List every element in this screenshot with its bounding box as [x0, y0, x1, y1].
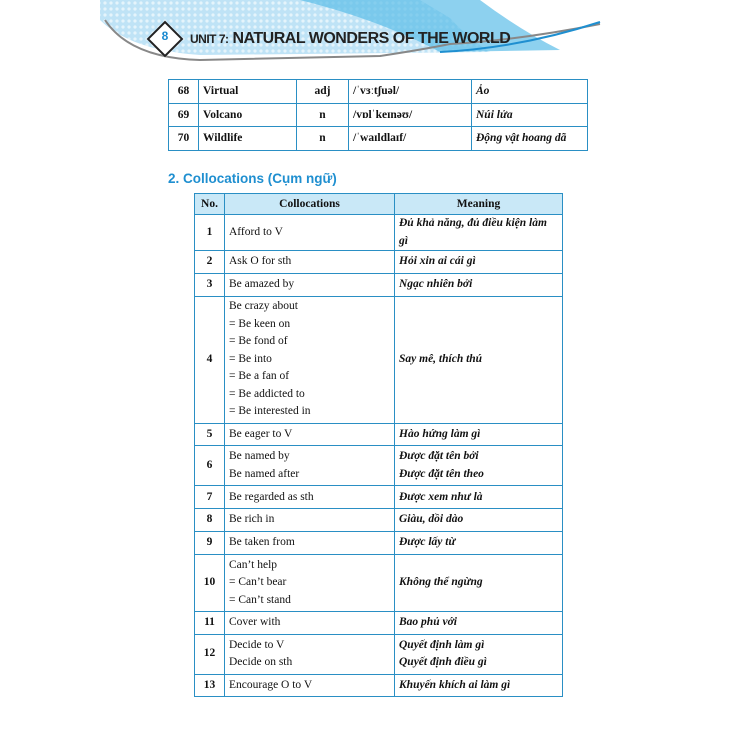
table-row — [195, 531, 563, 554]
vocab-phonetic: /ˈwaɪldlaɪf/ — [349, 127, 472, 151]
meaning-line: Hào hứng làm gì — [399, 427, 481, 440]
table-row — [169, 127, 588, 151]
meaning-line: Khuyến khích ai làm gì — [399, 678, 511, 691]
meaning-cell — [395, 611, 563, 634]
meaning-cell — [395, 554, 563, 611]
collocation-cell — [225, 674, 395, 697]
table-row — [169, 103, 588, 127]
collocation-cell — [225, 423, 395, 446]
meaning-cell — [395, 423, 563, 446]
meaning-cell — [395, 296, 563, 423]
row-number: 10 — [195, 554, 225, 611]
meaning-cell — [395, 674, 563, 697]
collocation-line: = Can’t stand — [229, 593, 291, 606]
table-row — [169, 80, 588, 104]
vocab-meaning: Ảo — [472, 80, 588, 104]
vocab-meaning: Núi lửa — [472, 103, 588, 127]
collocation-line: Ask O for sth — [229, 255, 292, 268]
meaning-line: Hỏi xin ai cái gì — [399, 255, 476, 268]
table-row — [195, 273, 563, 296]
table-row — [195, 251, 563, 274]
collocation-line: Be eager to V — [229, 427, 293, 440]
meaning-line: Quyết định điều gì — [399, 656, 487, 669]
row-number: 3 — [195, 273, 225, 296]
unit-prefix: UNIT 7: — [190, 32, 229, 46]
meaning-line: Được đặt tên bởi — [399, 450, 479, 463]
vocab-word: Virtual — [199, 80, 297, 104]
vocab-pos: n — [297, 127, 349, 151]
row-number: 5 — [195, 423, 225, 446]
collocation-cell — [225, 611, 395, 634]
collocation-cell — [225, 215, 395, 251]
meaning-cell — [395, 273, 563, 296]
table-row — [195, 486, 563, 509]
vocab-no: 70 — [169, 127, 199, 151]
vocab-no: 69 — [169, 103, 199, 127]
meaning-line: Được xem như là — [399, 490, 483, 503]
collocation-line: Be amazed by — [229, 277, 295, 290]
table-row — [195, 611, 563, 634]
vocab-meaning: Động vật hoang dã — [472, 127, 588, 151]
collocation-line: Cover with — [229, 615, 281, 628]
collocation-cell — [225, 634, 395, 674]
collocation-line: Be crazy about — [229, 300, 298, 313]
collocation-line: Be regarded as sth — [229, 490, 314, 503]
table-row — [195, 423, 563, 446]
collocation-line: = Can’t bear — [229, 576, 287, 589]
meaning-line: Đủ khả năng, đủ điều kiện làm gì — [399, 217, 547, 247]
table-row — [195, 674, 563, 697]
collocation-line: Encourage O to V — [229, 678, 313, 691]
row-number: 7 — [195, 486, 225, 509]
collocation-line: Be named after — [229, 467, 300, 480]
collocation-cell — [225, 554, 395, 611]
collocation-cell — [225, 531, 395, 554]
vocab-word: Volcano — [199, 103, 297, 127]
unit-title — [190, 30, 510, 48]
meaning-cell — [395, 531, 563, 554]
table-row — [195, 634, 563, 674]
meaning-line: Được đặt tên theo — [399, 467, 484, 480]
header-meaning: Meaning — [395, 194, 563, 215]
table-row — [195, 296, 563, 423]
vocab-phonetic: /vɒlˈkeɪnəʊ/ — [349, 103, 472, 127]
row-number: 11 — [195, 611, 225, 634]
meaning-cell — [395, 446, 563, 486]
collocation-line: = Be addicted to — [229, 387, 305, 400]
collocation-line: = Be keen on — [229, 317, 291, 330]
row-number: 12 — [195, 634, 225, 674]
meaning-cell — [395, 634, 563, 674]
meaning-line: Không thể ngừng — [399, 576, 483, 589]
collocation-cell — [225, 296, 395, 423]
meaning-line: Ngạc nhiên bởi — [399, 277, 473, 290]
row-number: 1 — [195, 215, 225, 251]
meaning-line: Quyết định làm gì — [399, 638, 485, 651]
vocab-phonetic: /ˈvɜːtʃuəl/ — [349, 80, 472, 104]
meaning-cell — [395, 215, 563, 251]
header-no: No. — [195, 194, 225, 215]
vocab-pos: adj — [297, 80, 349, 104]
meaning-line: Bao phủ với — [399, 615, 457, 628]
unit-number: 8 — [161, 29, 169, 43]
section-title: 2. Collocations (Cụm ngữ) — [168, 171, 337, 186]
collocation-line: Can’t help — [229, 558, 278, 571]
table-row — [195, 554, 563, 611]
meaning-cell — [395, 486, 563, 509]
collocation-line: Be rich in — [229, 513, 275, 526]
table-header-row — [195, 194, 563, 215]
vocabulary-table — [168, 79, 588, 151]
vocab-word: Wildlife — [199, 127, 297, 151]
collocation-cell — [225, 273, 395, 296]
meaning-line: Say mê, thích thú — [399, 352, 483, 365]
collocation-line: Decide on sth — [229, 656, 293, 669]
collocation-line: = Be a fan of — [229, 370, 290, 383]
row-number: 8 — [195, 509, 225, 532]
row-number: 2 — [195, 251, 225, 274]
meaning-cell — [395, 251, 563, 274]
unit-title-text: NATURAL WONDERS OF THE WORLD — [232, 30, 511, 47]
row-number: 6 — [195, 446, 225, 486]
vocab-no: 68 — [169, 80, 199, 104]
collocation-cell — [225, 509, 395, 532]
collocation-line: = Be fond of — [229, 335, 288, 348]
row-number: 9 — [195, 531, 225, 554]
table-row — [195, 509, 563, 532]
collocation-line: Decide to V — [229, 638, 285, 651]
collocations-table — [194, 193, 563, 697]
vocab-pos: n — [297, 103, 349, 127]
row-number: 4 — [195, 296, 225, 423]
collocation-line: Be named by — [229, 450, 290, 463]
collocation-cell — [225, 486, 395, 509]
table-row — [195, 446, 563, 486]
collocation-line: Afford to V — [229, 225, 283, 238]
collocation-line: = Be into — [229, 352, 272, 365]
collocation-cell — [225, 446, 395, 486]
collocation-cell — [225, 251, 395, 274]
collocation-line: = Be interested in — [229, 405, 311, 418]
table-row — [195, 215, 563, 251]
meaning-line: Được lấy từ — [399, 536, 456, 549]
row-number: 13 — [195, 674, 225, 697]
collocation-line: Be taken from — [229, 536, 295, 549]
meaning-line: Giàu, dồi dào — [399, 513, 464, 526]
meaning-cell — [395, 509, 563, 532]
header-collocations: Collocations — [225, 194, 395, 215]
